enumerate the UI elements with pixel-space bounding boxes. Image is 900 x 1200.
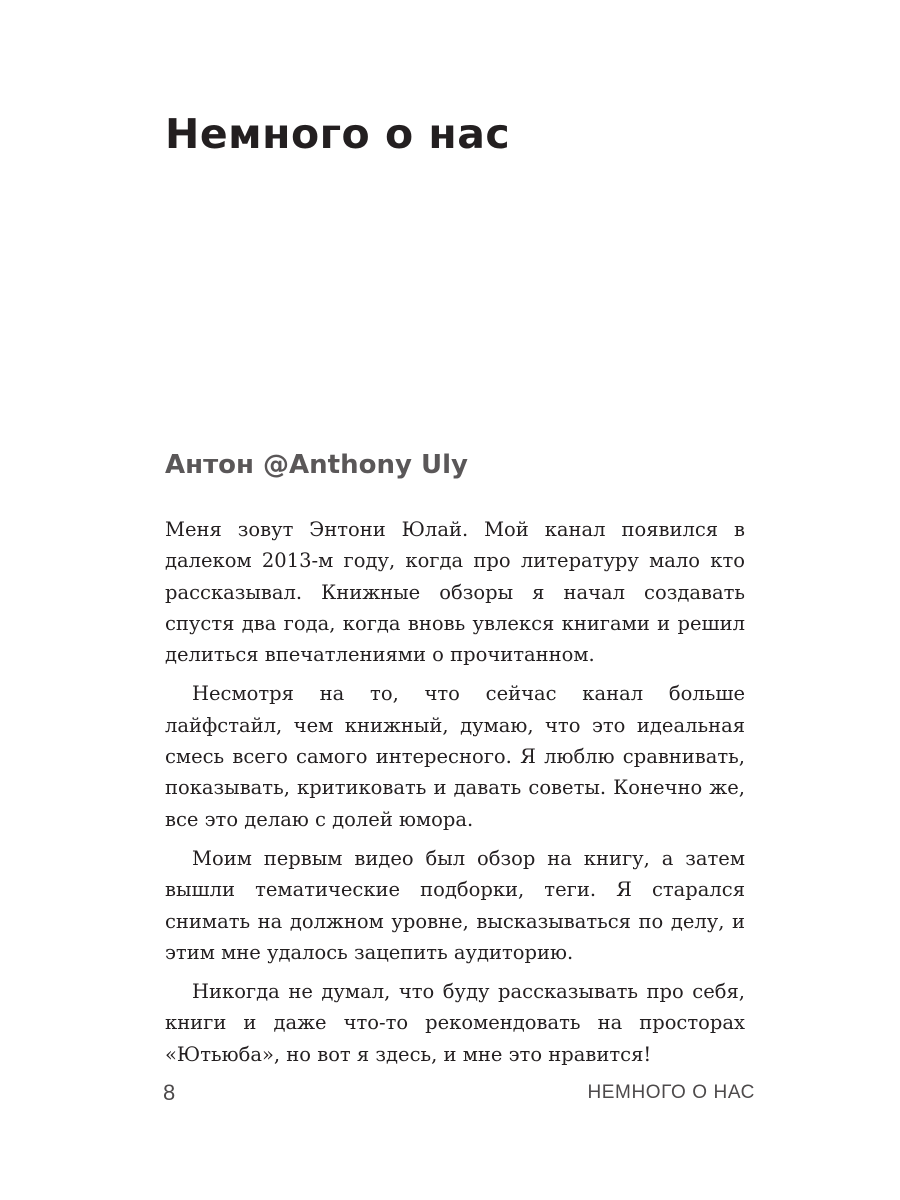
chapter-title: Немного о нас: [165, 110, 511, 158]
paragraph-3: Моим первым видео был обзор на книгу, а затем вышли тематические подборки, теги. Я старался снимать на должном уровне, высказываться по делу, и этим мне удалось зацепить аудиторию.: [165, 846, 745, 964]
paragraph-2: Несмотря на то, что сейчас канал больше лайфстайл, чем книжный, думаю, что это идеальная смесь всего самого интересного. Я люблю сравнивать, показывать, критиковать и давать советы. Конечно же, все это делаю с долей юмора.: [165, 682, 745, 831]
author-heading: Антон @Anthony Uly: [165, 450, 468, 480]
body-text: [165, 514, 745, 1078]
page-number: 8: [163, 1080, 176, 1105]
paragraph-4: Никогда не думал, что буду рассказывать про себя, книги и даже что-то рекомендовать на просторах «Ютьюба», но вот я здесь, и мне это нравится!: [165, 980, 745, 1066]
paragraph-1: Меня зовут Энтони Юлай. Мой канал появился в далеком 2013-м году, когда про литературу мало кто рассказывал. Книжные обзоры я начал создавать спустя два года, когда вновь увлекся книгами и решил делиться впечатлениями о прочитанном.: [165, 518, 745, 667]
running-head: НЕМНОГО О НАС: [587, 1082, 755, 1103]
